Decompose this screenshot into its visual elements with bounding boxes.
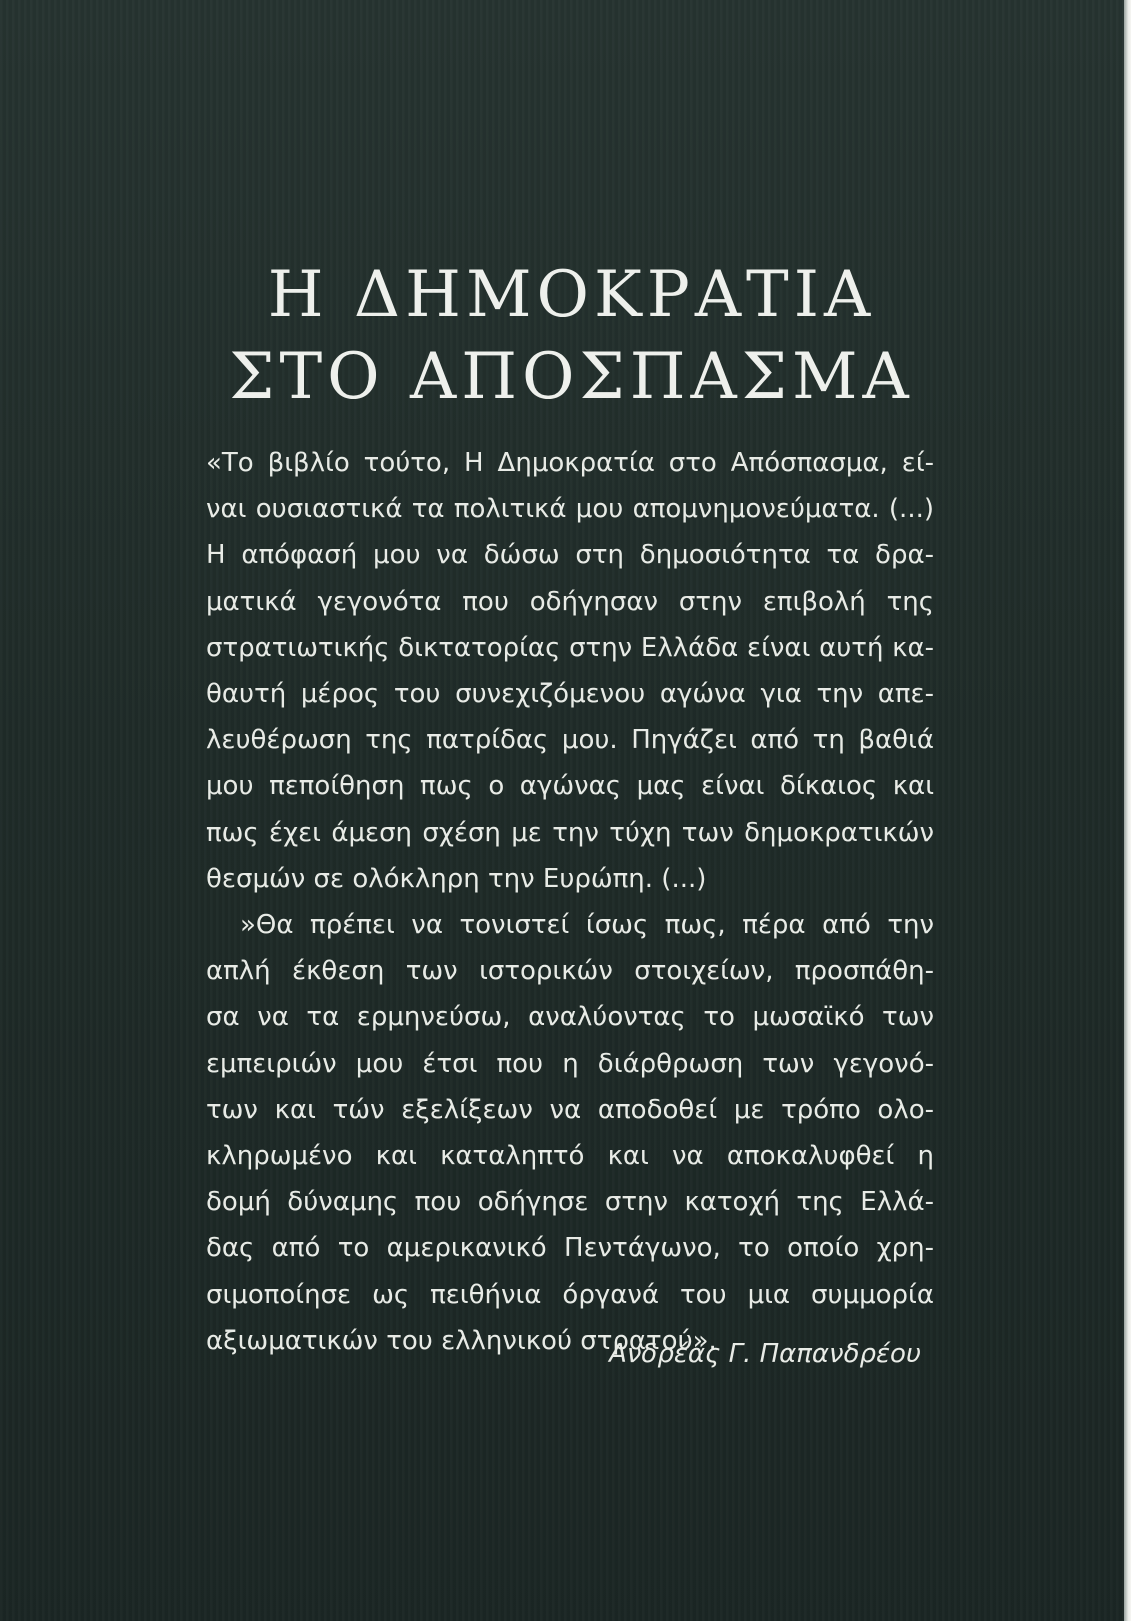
blurb-line: Η απόφασή μου να δώσω στη δημοσιότητα τα δρα- [206,540,934,571]
blurb-line: σα να τα ερμηνεύσω, αναλύοντας το μωσαϊκό των [206,1002,934,1033]
blurb-line: »Θα πρέπει να τονιστεί ίσως πως, πέρα από την [240,910,934,941]
page-edge [1124,0,1131,1621]
blurb-line: σιμοποίησε ως πειθήνια όργανά του μια συμμορία [206,1279,934,1310]
blurb-line: θαυτή μέρος του συνεχιζόμενου αγώνα για την απε- [206,679,934,710]
blurb-line: κληρωμένο και καταληπτό και να αποκαλυφθεί η [206,1141,934,1172]
blurb-line: μου πεποίθηση πως ο αγώνας μας είναι δίκαιος και [206,771,934,802]
blurb-line: «Το βιβλίο τούτο, Η Δημοκρατία στο Απόσπασμα, εί- [206,448,934,478]
blurb-line: στρατιωτικής δικτατορίας στην Ελλάδα είναι αυτή κα- [206,632,934,663]
blurb-line: εμπειριών μου έτσι που η διάρθρωση των γεγονό- [206,1048,934,1079]
blurb-line: πως έχει άμεση σχέση με την τύχη των δημοκρατικών [206,817,934,848]
blurb-line: λευθέρωση της πατρίδας μου. Πηγάζει από τη βαθιά [206,725,934,756]
blurb-line: ματικά γεγονότα που οδήγησαν στην επιβολή της [206,586,934,617]
author-signature: Ανδρέας Γ. Παπανδρέου [609,1339,921,1369]
blurb-line: απλή έκθεση των ιστορικών στοιχείων, προσπάθη- [206,956,934,987]
blurb-text [206,440,934,1364]
blurb-line: ναι ουσιαστικά τα πολιτικά μου απομνημονεύματα. (...) [206,494,934,525]
book-title-line-1: Η ΔΗΜΟΚΡΑΤΙΑ [267,258,876,332]
blurb-line: δομή δύναμης που οδήγησε στην κατοχή της Ελλά- [206,1187,934,1218]
blurb-line: δας από το αμερικανικό Πεντάγωνο, το οποίο χρη- [206,1233,934,1264]
blurb-line: αξιωματικών του ελληνικού στρατού». [206,1325,717,1356]
book-title-line-2: ΣΤΟ ΑΠΟΣΠΑΣΜΑ [229,340,914,414]
blurb-line: θεσμών σε ολόκληρη την Ευρώπη. (...) [206,863,707,894]
blurb-line: των και τών εξελίξεων να αποδοθεί με τρόπο ολο- [206,1094,934,1125]
